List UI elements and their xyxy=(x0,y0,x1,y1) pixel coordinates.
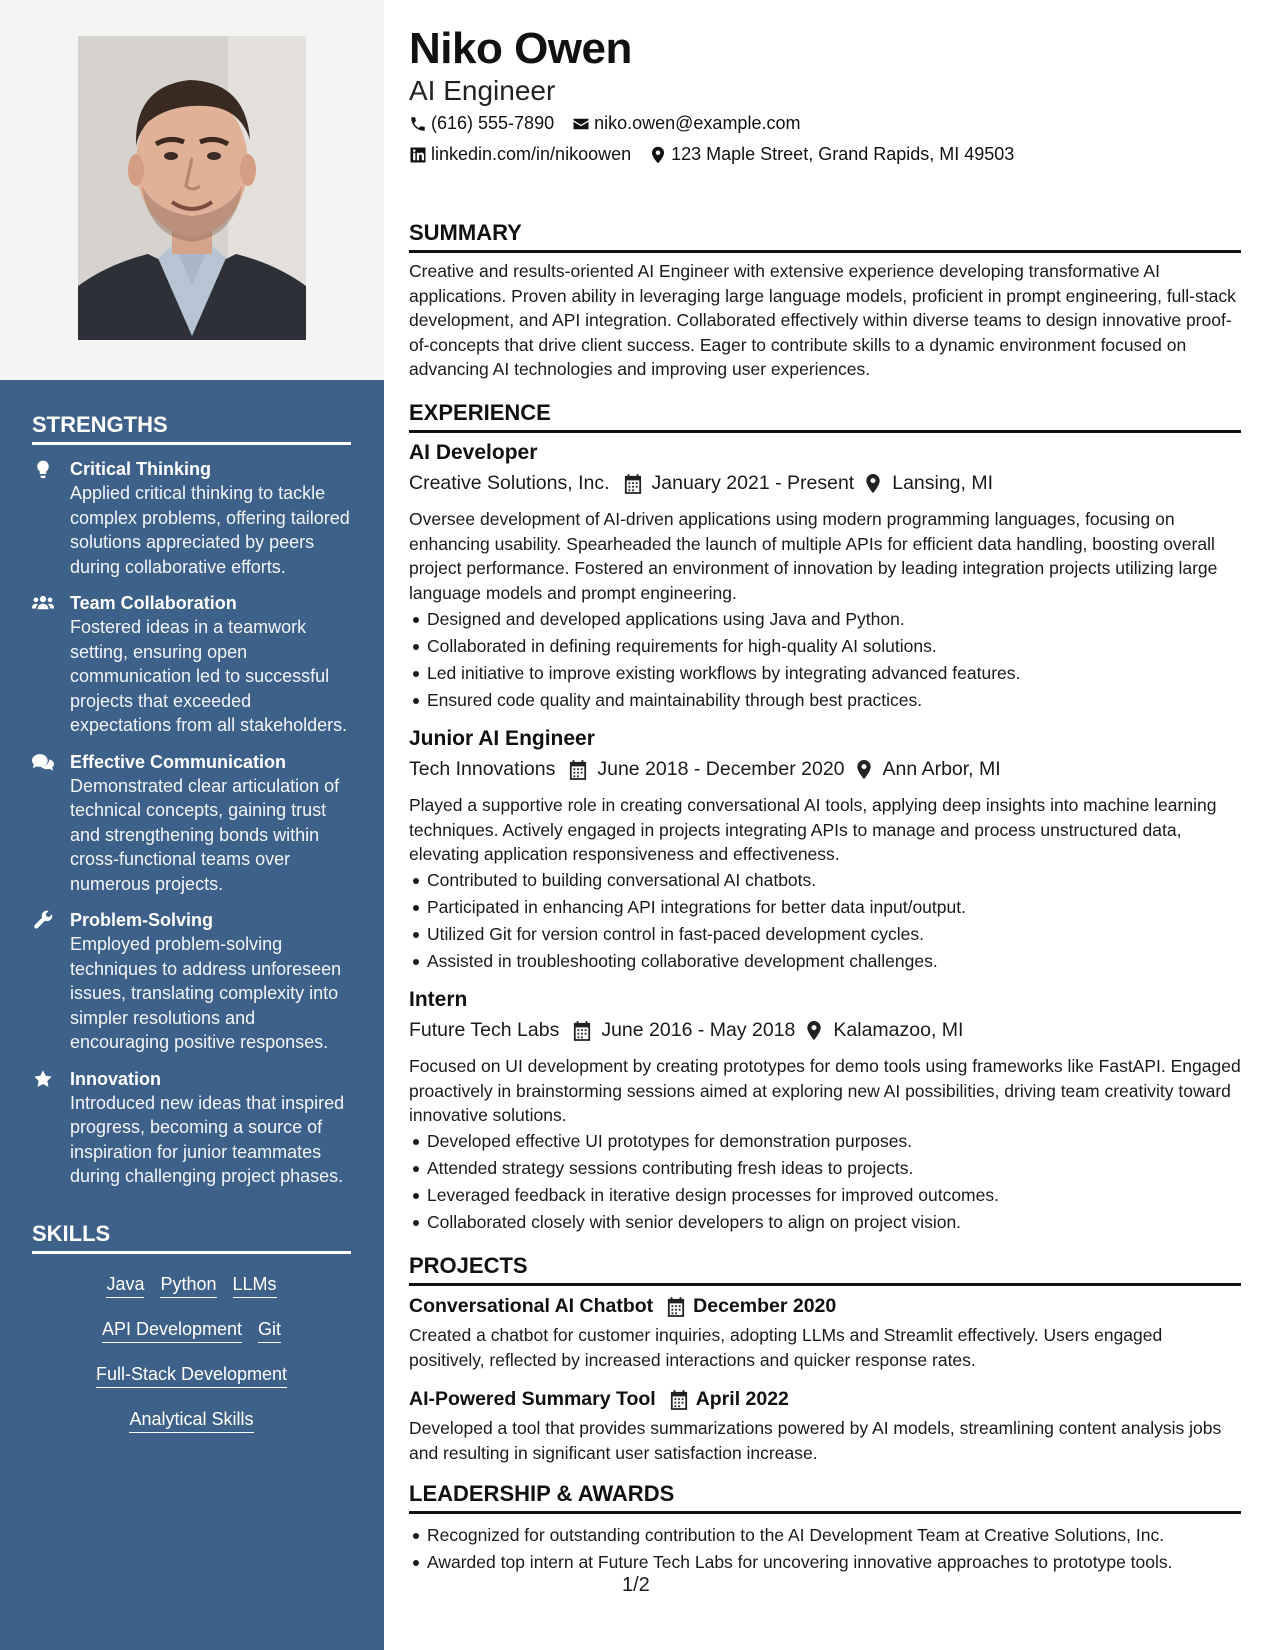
page-number: 1/2 xyxy=(622,1574,650,1596)
job-role: AI Developer xyxy=(409,441,538,464)
strength-desc: Employed problem-solving techniques to address unforeseen issues, translating complexity into simpler resolutions and encouraging positive responses. xyxy=(70,934,342,1052)
summary-heading: SUMMARY xyxy=(409,220,1241,253)
project-name: Conversational AI Chatbot xyxy=(409,1295,654,1317)
project-date: April 2022 xyxy=(695,1388,789,1410)
linkedin-text[interactable]: linkedin.com/in/nikoowen xyxy=(431,144,632,164)
strength-item xyxy=(32,591,352,738)
job-location: Ann Arbor, MI xyxy=(882,758,1001,780)
list-item: Developed effective UI prototypes for demonstration purposes. xyxy=(409,1128,1241,1155)
sidebar-panel xyxy=(0,380,384,1650)
skill-tag: Analytical Skills xyxy=(129,1409,253,1433)
envelope-icon xyxy=(572,115,590,133)
linkedin-contact[interactable] xyxy=(409,144,631,165)
phone-contact xyxy=(409,113,554,134)
calendar-icon xyxy=(573,1021,591,1041)
job-role: Intern xyxy=(409,988,468,1011)
project-date: December 2020 xyxy=(693,1295,837,1317)
map-pin-icon xyxy=(649,146,667,164)
skill-tag: Python xyxy=(160,1274,216,1298)
job-description: Focused on UI development by creating prototypes for demo tools using frameworks like FastAPI. Engaged proactively in brainstorming sessions aimed at exploring new AI possibilities, driving team creativity toward innovative solutions. xyxy=(409,1056,1241,1125)
job-company: Creative Solutions, Inc. xyxy=(409,472,610,494)
awards-list xyxy=(409,1522,1241,1576)
skill-tag: Java xyxy=(106,1274,144,1298)
strength-title: Team Collaboration xyxy=(70,593,237,613)
list-item: Recognized for outstanding contribution to the AI Development Team at Creative Solutions, Inc. xyxy=(409,1522,1241,1549)
experience-heading: EXPERIENCE xyxy=(409,400,1241,433)
strength-desc: Applied critical thinking to tackle complex problems, offering tailored solutions appreciated by peers during collaborative efforts. xyxy=(70,483,350,577)
skill-tag: Full-Stack Development xyxy=(96,1364,287,1388)
strength-desc: Fostered ideas in a teamwork setting, ensuring open communication led to successful projects that exceeded expectations from all stakeholders. xyxy=(70,617,348,735)
skill-tag: LLMs xyxy=(233,1274,277,1298)
calendar-icon xyxy=(569,760,587,780)
email-text[interactable]: niko.owen@example.com xyxy=(594,113,801,133)
skill-tag: API Development xyxy=(102,1319,242,1343)
calendar-icon xyxy=(670,1390,688,1410)
skill-tag: Git xyxy=(258,1319,281,1343)
job-description: Played a supportive role in creating conversational AI tools, applying deep insights into machine learning techniques. Actively engaged in projects integrating APIs to manage and process unstructured data, elevating application responsiveness and effectiveness. xyxy=(409,795,1217,864)
calendar-icon xyxy=(667,1297,685,1317)
strength-item xyxy=(32,1067,352,1189)
list-item: Collaborated in defining requirements for high-quality AI solutions. xyxy=(409,633,1241,660)
linkedin-icon xyxy=(409,146,427,164)
star-icon xyxy=(32,1067,70,1189)
profile-photo-image xyxy=(78,36,306,340)
candidate-name: Niko Owen xyxy=(409,24,632,73)
phone-icon xyxy=(409,115,427,133)
strength-desc: Demonstrated clear articulation of technical concepts, gaining trust and strengthening bonds within cross-functional teams over numerous projects. xyxy=(70,775,340,894)
skills-heading: SKILLS xyxy=(32,1221,351,1254)
list-item: Ensured code quality and maintainability through best practices. xyxy=(409,687,1241,714)
project-header xyxy=(409,1388,789,1411)
job-location: Kalamazoo, MI xyxy=(833,1019,964,1041)
list-item: Leveraged feedback in iterative design processes for improved outcomes. xyxy=(409,1182,1241,1209)
sidebar xyxy=(0,0,384,1650)
list-item: Contributed to building conversational AI chatbots. xyxy=(409,867,1241,894)
job-dates: January 2021 - Present xyxy=(651,472,855,494)
list-item: Participated in enhancing API integrations for better data input/output. xyxy=(409,894,1241,921)
map-pin-icon xyxy=(864,474,882,494)
strengths-list xyxy=(32,457,352,1189)
photo-area xyxy=(0,0,384,380)
comments-icon xyxy=(32,750,70,897)
job-role: Junior AI Engineer xyxy=(409,727,595,750)
calendar-icon xyxy=(624,474,642,494)
projects-heading: PROJECTS xyxy=(409,1253,1241,1286)
profile-photo xyxy=(78,36,306,340)
list-item: Utilized Git for version control in fast-paced development cycles. xyxy=(409,921,1241,948)
project-header xyxy=(409,1295,836,1318)
job-company: Future Tech Labs xyxy=(409,1019,560,1041)
list-item: Awarded top intern at Future Tech Labs for uncovering innovative approaches to prototype tools. xyxy=(409,1549,1241,1576)
strength-item xyxy=(32,908,352,1055)
list-item: Collaborated closely with senior developers to align on project vision. xyxy=(409,1209,1241,1236)
lightbulb-icon xyxy=(32,457,70,579)
summary-text: Creative and results-oriented AI Engineer with extensive experience developing transformative AI applications. Proven ability in leveraging large language models, proficient in prompt engineering, full-stack development, and API integration. Collaborated effectively within diverse teams to design innovative proof-of-concepts that drive client success. Eager to contribute skills to a dynamic environment focused on advancing AI technologies and improving user experiences. xyxy=(409,261,1236,379)
strength-item xyxy=(32,750,352,897)
job-location: Lansing, MI xyxy=(892,472,994,494)
map-pin-icon xyxy=(805,1021,823,1041)
project-description: Developed a tool that provides summarizations powered by AI models, streamlining content analysis jobs and resulting in significant user satisfaction increase. xyxy=(409,1418,1222,1463)
list-item: Assisted in troubleshooting collaborative development challenges. xyxy=(409,948,1241,975)
address-text: 123 Maple Street, Grand Rapids, MI 49503 xyxy=(671,144,1015,164)
candidate-title: AI Engineer xyxy=(409,75,556,106)
job-bullets xyxy=(409,606,1241,714)
project-description: Created a chatbot for customer inquiries, adopting LLMs and Streamlit effectively. Users engaged positively, reflected by increased interactions and quicker response rates. xyxy=(409,1325,1163,1370)
awards-heading: LEADERSHIP & AWARDS xyxy=(409,1481,1241,1514)
job-bullets xyxy=(409,867,1241,975)
map-pin-icon xyxy=(855,760,873,780)
list-item: Led initiative to improve existing workflows by integrating advanced features. xyxy=(409,660,1241,687)
list-item: Designed and developed applications using Java and Python. xyxy=(409,606,1241,633)
strength-desc: Introduced new ideas that inspired progress, becoming a source of inspiration for junior teammates during challenging project phases. xyxy=(70,1092,345,1186)
list-item: Attended strategy sessions contributing fresh ideas to projects. xyxy=(409,1155,1241,1182)
strength-title: Effective Communication xyxy=(70,751,287,772)
job-meta xyxy=(409,1019,963,1042)
phone-text: (616) 555-7890 xyxy=(431,113,555,133)
strength-item xyxy=(32,457,352,579)
job-bullets xyxy=(409,1128,1241,1236)
job-dates: June 2018 - December 2020 xyxy=(597,758,845,780)
users-icon xyxy=(32,591,70,738)
job-meta xyxy=(409,472,993,495)
strength-title: Innovation xyxy=(70,1068,161,1089)
email-contact[interactable] xyxy=(572,113,800,134)
strength-title: Critical Thinking xyxy=(70,459,212,479)
address-contact xyxy=(649,144,1014,165)
job-meta xyxy=(409,758,1001,781)
strength-title: Problem-Solving xyxy=(70,910,214,930)
strengths-heading: STRENGTHS xyxy=(32,412,351,445)
job-description: Oversee development of AI-driven applications using modern programming languages, focusing on enhancing usability. Spearheaded the launch of multiple APIs for efficient data handling, boosting overall project performance. Fostered an environment of innovation by leading integration projects utilizing large language models and prompt engineering. xyxy=(409,509,1218,603)
contact-line xyxy=(409,144,1032,165)
skills-list xyxy=(32,1268,351,1448)
job-company: Tech Innovations xyxy=(409,758,556,780)
project-name: AI-Powered Summary Tool xyxy=(409,1388,656,1410)
contact-line xyxy=(409,113,818,134)
job-dates: June 2016 - May 2018 xyxy=(601,1019,796,1041)
wrench-icon xyxy=(32,908,70,1055)
